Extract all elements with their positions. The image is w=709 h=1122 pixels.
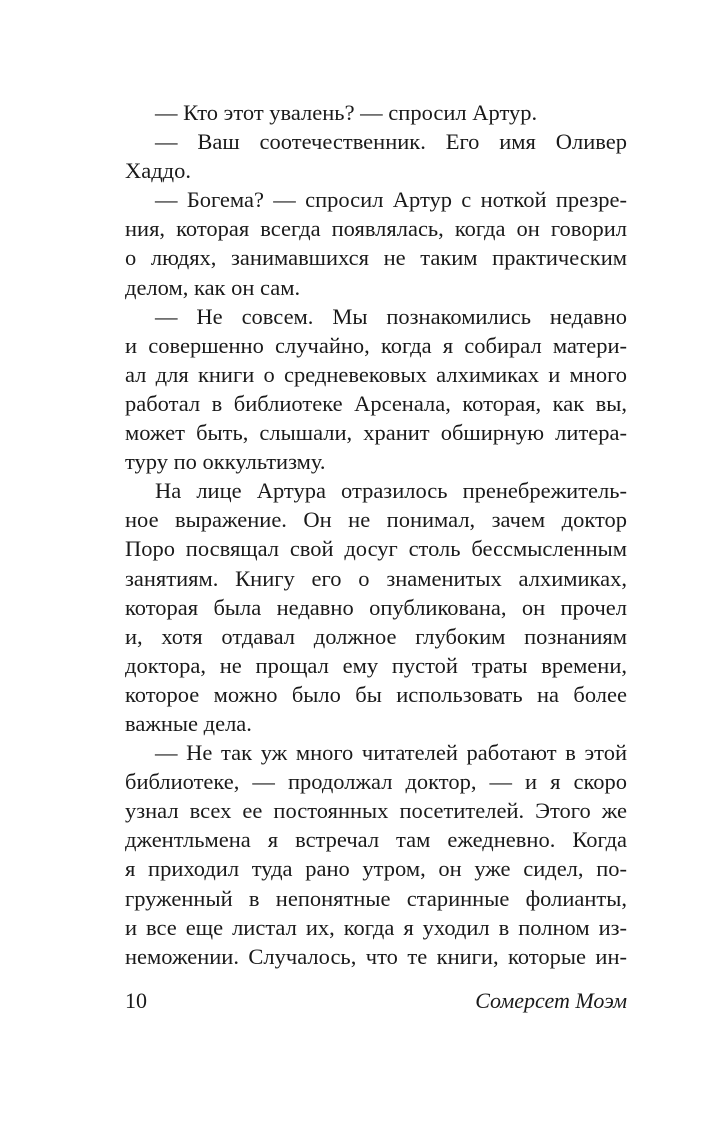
text-line: туру по оккультизму. [125, 449, 326, 475]
text-line: — Не так уж много читателей работают в этой [155, 740, 627, 766]
paragraph [125, 476, 627, 738]
text-line: которая была недавно опубликована, он прочел [125, 594, 627, 620]
text-line: — Ваш соотечественник. Его имя Оливер [155, 129, 627, 155]
text-line: джентльмена я встречал там ежедневно. Когда [125, 827, 627, 853]
paragraph [125, 738, 627, 971]
page-number: 10 [125, 988, 147, 1013]
text-line: библиотеке, — продолжал доктор, — и я скоро [125, 769, 627, 795]
text-line: работал в библиотеке Арсенала, которая, как вы, [125, 390, 627, 416]
text-line: ное выражение. Он не понимал, зачем доктор [125, 507, 627, 533]
text-line: груженный в непонятные старинные фолианты, [125, 885, 627, 911]
text-line: неможении. Случалось, что те книги, которые ин- [125, 943, 627, 969]
paragraph [125, 98, 627, 127]
text-line: и все еще листал их, когда я уходил в полном из- [125, 914, 627, 940]
text-line: занятиям. Книгу его о знаменитых алхимиках, [125, 565, 627, 591]
text-line: доктора, не прощал ему пустой траты времени, [125, 652, 627, 678]
text-line: которое можно было бы использовать на более [125, 681, 627, 707]
text-line: может быть, слышали, хранит обширную литера- [125, 420, 627, 446]
paragraph [125, 127, 627, 185]
running-head-author: Сомерсет Моэм [475, 988, 627, 1013]
page-body-text [125, 98, 627, 971]
text-line: — Богема? — спросил Артур с ноткой презре- [155, 187, 627, 213]
paragraph [125, 302, 627, 477]
text-line: ния, которая всегда появлялась, когда он говорил [125, 216, 627, 242]
text-line: и совершенно случайно, когда я собирал матери- [125, 332, 627, 358]
text-line: На лице Артура отразилось пренебрежитель- [155, 478, 627, 504]
paragraph [125, 185, 627, 301]
text-line: и, хотя отдавал должное глубоким познаниям [125, 623, 627, 649]
text-line: узнал всех ее постоянных посетителей. Этого же [125, 798, 627, 824]
text-line: — Кто этот увалень? — спросил Артур. [155, 100, 538, 125]
text-line: делом, как он сам. [125, 274, 301, 300]
text-line: о людях, занимавшихся не таким практическим [125, 245, 627, 271]
text-line: Хаддо. [125, 158, 192, 184]
page-footer [125, 988, 627, 1018]
text-line: ал для книги о средневековых алхимиках и много [125, 361, 627, 387]
text-line: Поро посвящал свой досуг столь бессмысленным [125, 536, 627, 562]
text-line: — Не совсем. Мы познакомились недавно [155, 303, 627, 329]
text-line: важные дела. [125, 710, 252, 736]
text-line: я приходил туда рано утром, он уже сидел, по- [125, 856, 627, 882]
